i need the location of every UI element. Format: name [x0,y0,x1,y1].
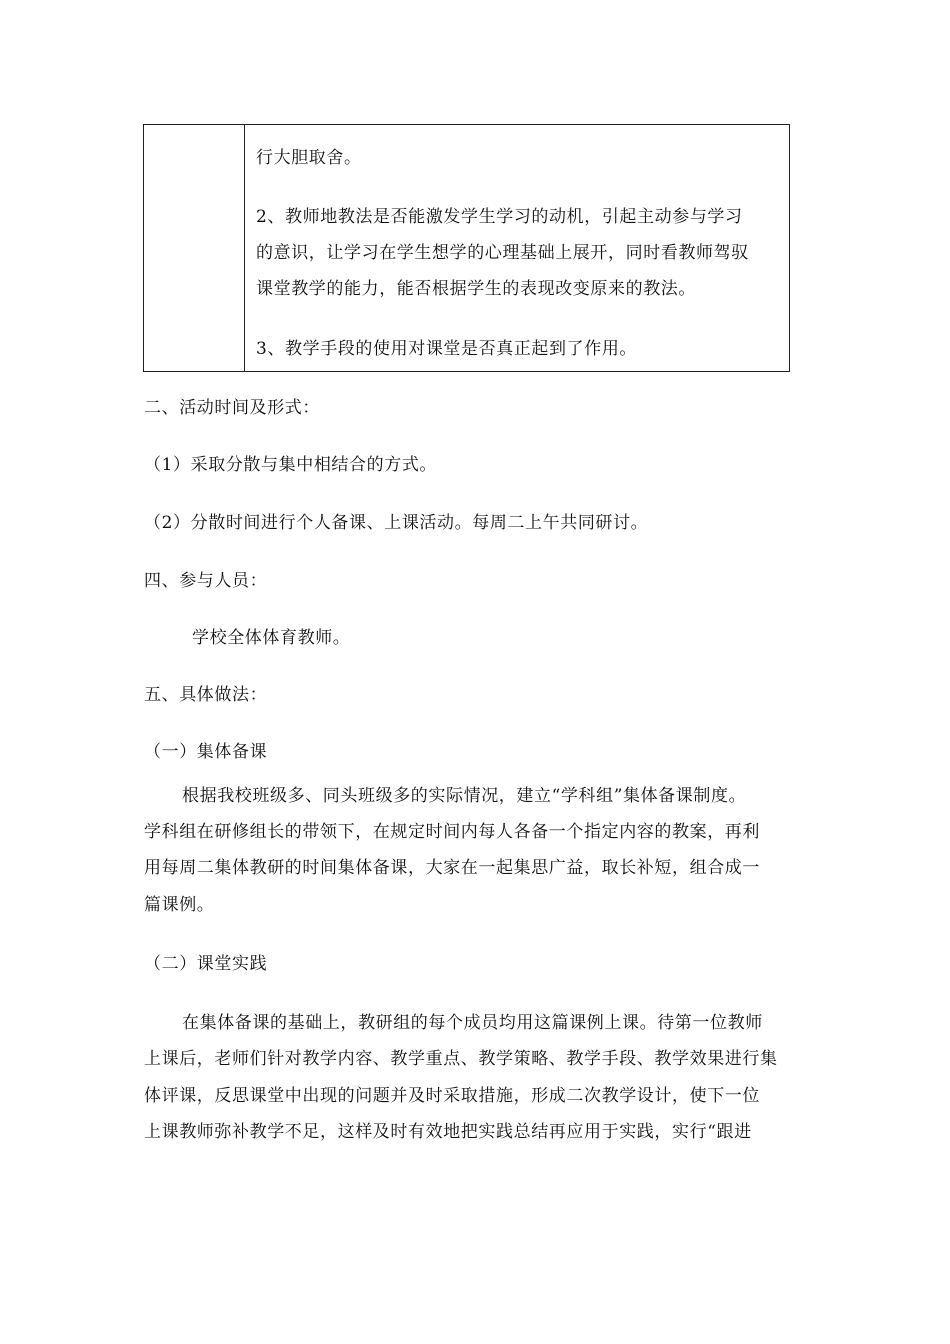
table-cell-line: 3、教学手段的使用对课堂是否真正起到了作用。 [256,339,638,359]
list-item: （2）分散时间进行个人备课、上课活动。每周二上午共同研讨。 [144,513,649,533]
table-cell-line: 课堂教学的能力，能否根据学生的表现改变原来的教法。 [256,279,696,299]
section-heading: 二、活动时间及形式： [144,398,320,418]
subsection-heading: （二）课堂实践 [144,954,268,974]
paragraph-line: 上课教师弥补教学不足，这样及时有效地把实践总结再应用于实践，实行“跟进 [144,1122,752,1142]
section-heading: 五、具体做法： [144,685,268,705]
paragraph-line: 体评课，反思课堂中出现的问题并及时采取措施，形成二次教学设计，使下一位 [144,1086,760,1106]
paragraph-line: 上课后，老师们针对教学内容、教学重点、教学策略、教学手段、教学效果进行集 [144,1049,778,1069]
paragraph-line: 根据我校班级多、同头班级多的实际情况，建立“学科组”集体备课制度。 [182,786,747,806]
table-left-cell [144,125,245,371]
subsection-heading: （一）集体备课 [144,742,268,762]
paragraph-line: 学科组在研修组长的带领下，在规定时间内每人各备一个指定内容的教案，再利 [144,822,760,842]
paragraph-line: 在集体备课的基础上，教研组的每个成员均用这篇课例上课。待第一位教师 [182,1013,763,1033]
content-table [143,124,790,372]
table-cell-line: 的意识，让学习在学生想学的心理基础上展开，同时看教师驾驭 [256,243,749,263]
paragraph-line: 学校全体体育教师。 [192,628,351,648]
paragraph-line: 篇课例。 [144,895,215,915]
table-cell-line: 行大胆取舍。 [256,148,362,168]
paragraph-line: 用每周二集体教研的时间集体备课，大家在一起集思广益，取长补短，组合成一 [144,858,760,878]
table-cell-line: 2、教师地教法是否能激发学生学习的动机，引起主动参与学习 [256,207,743,227]
list-item: （1）采取分散与集中相结合的方式。 [144,455,438,475]
table-right-cell [245,125,789,371]
section-heading: 四、参与人员： [144,571,268,591]
